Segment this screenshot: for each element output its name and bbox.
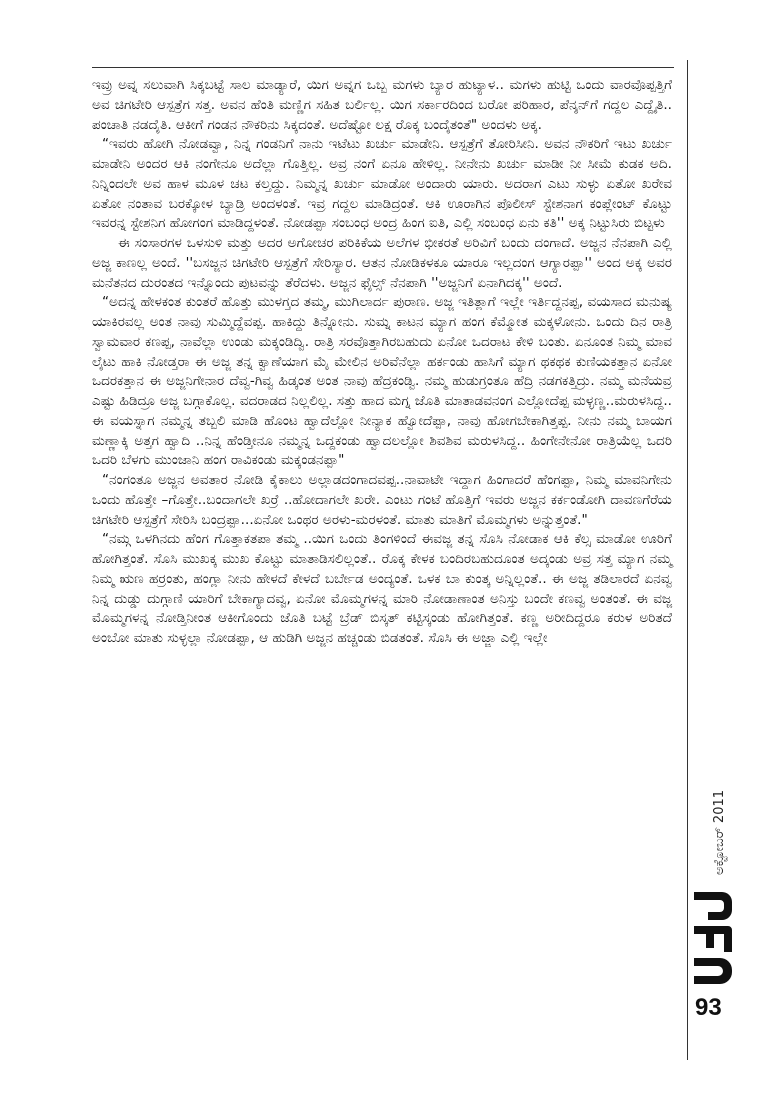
mayura-logo xyxy=(690,888,736,988)
paragraph: “ನಂಗಂತೂ ಅಜ್ಜನ ಅವತಾರ ನೋಡಿ ಕೈಕಾಲು ಅಲ್ಲಾಡದಂಗಾದವಪ್ಪ..ನಾವಾಟೇ ಇದ್ದಾಗ ಹಿಂಗಾದರೆ ಹೆಂಗಪ್ಪಾ, ನಿಮ್ಮ ಮಾವನಿಗೇನು ಒಂದು ಹೊತ್ತೇ –ಗೊತ್ತೇ..ಬಂದಾಗಲೇ ಖರ್ರೆ ..ಹೋದಾಗಲೇ ಖರೇ. ಎಂಟು ಗಂಟೆ ಹೊತ್ತಿಗೆ ಇವರು ಅಜ್ಜನ ಕರ್ಕಂಡೋಗಿ ದಾವಣಗೆರೆಯ ಚಿಗಟೇರಿ ಆಸ್ಪತ್ರೆಗೆ ಸೇರಿಸಿ ಬಂದ್ರಪ್ಪಾ...ಏನೋ ಒಂಥರ ಅರಳು-ಮರಳಂತೆ. ಮಾತು ಮಾತಿಗೆ ಮೊಮ್ಮಗಳು ಅನ್ನುತ್ತಂತೆ." xyxy=(92,472,672,528)
magazine-logo xyxy=(690,888,736,988)
paragraph: “ನಮ್ಗ ಒಳಗಿನದು ಹೆಂಗ ಗೊತ್ತಾಕತಪಾ ತಮ್ಮ ..ಯಿಗ ಒಂದು ತಿಂಗಳಿಂದೆ ಈವಜ್ಜ ತನ್ನ ಸೊಸಿ ನೋಡಾಕ ಆಕಿ ಕೆಲ್ಸ ಮಾಡೋ ಊರಿಗೆ ಹೋಗಿತ್ತಂತೆ. ಸೊಸಿ ಮುಖಕ್ಕ ಮುಖ ಕೊಟ್ಟು ಮಾತಾಡಿಸಲಿಲ್ಲಂತೆ.. ರೊಕ್ಕ ಕೇಳಕ ಬಂದಿರಬಹುದೂಂತ ಅದ್ಕಂಡು ಅವ್ರ ಸತ್ತ ಮ್ಯಾಗ ನಮ್ಮ ನಿಮ್ಮ ಋಣ ಹರ್ರಂತು, ಹಂಗ್ಲಾ ನೀನು ಹೇಳದೆ ಕೇಳದೆ ಬರ್ಬೇಡ ಅಂದ್ಯಂತೆ. ಒಳಕ ಬಾ ಕುಂತ್ಕ ಅನ್ನಿಲ್ಲಂತೆ.. ಈ ಅಜ್ಜ ತಡಿಲಾರದೆ ಏನವ್ವ ನಿನ್ನ ದುಡ್ಡು ದುಗ್ಗಾಣಿ ಯಾರಿಗೆ ಬೇಕಾಗ್ಯಾದವ್ವ, ಏನೋ ಮೊಮ್ಮಗಳನ್ನ ಮಾರಿ ನೋಡಾಣಾಂತ ಅನಿಸ್ತು ಬಂದೇ ಕಣವ್ವ ಅಂತಂತೆ. ಈ ವಜ್ಜ ಮೊಮ್ಮಗಳನ್ನ ನೋಡ್ತಿನೀಂತ ಆಕೀಗೊಂದು ಜೊತಿ ಬಟ್ಟೆ ಬ್ರೆಡ್ ಬಿಸ್ಕತ್ ಕಟ್ಟಿಸ್ಕಂಡು ಹೋಗಿತ್ತಂತೆ. ಕಣ್ಣ ಅರೀದಿದ್ದರೂ ಕರುಳ ಅರಿತದೆ ಅಂಬೋ ಮಾತು ಸುಳ್ಳಲ್ಲಾ ನೋಡಪ್ಪಾ, ಆ ಹುಡಿಗಿ ಅಜ್ಜನ ಹಚ್ಚಂಡು ಬಿಡತಂತೆ. ಸೊಸಿ ಈ ಅಜ್ಜಾ ಎಲ್ಲಿ ಇಲ್ಲೇ xyxy=(92,531,672,646)
paragraph: “ಇವರು ಹೋಗಿ ನೋಡವ್ವಾ, ನಿನ್ನ ಗಂಡನಿಗೆ ನಾನು ಇಟೆಟು ಖರ್ಚು ಮಾಡೇನಿ. ಆಸ್ಪತ್ರೆಗೆ ತೋರಿಸೀನಿ. ಅವನ ನೌಕರಿಗೆ ಇಟು ಖರ್ಚು ಮಾಡೇನಿ ಅಂದರ ಆಕಿ ನಂಗೇನೂ ಅದೆಲ್ಲಾ ಗೊತ್ತಿಲ್ಲ. ಅವ್ರ ನಂಗೆ ಏನೂ ಹೇಳಿಲ್ಲ. ನೀನೇನು ಖರ್ಚು ಮಾಡೀ ನೀ ಸೀಮೆ ಕುಡಕ ಅದಿ. ನಿನ್ನಿಂದಲೇ ಅವ ಹಾಳ ಮೂಳ ಚಟ ಕಲ್ತದ್ದು. ನಿಮ್ಮನ್ನ ಖರ್ಚು ಮಾಡೋ ಅಂದಾರು ಯಾರು. ಅದರಾಗ ಎಟು ಸುಳ್ಳು ಏತೋ ಖರೇವ ಏತೋ ನಂತಾವ ಬರಕ್ಕೋಳ ಬ್ಯಾಡ್ರಿ ಅಂದಳಂತೆ. ಇವ್ರ ಗದ್ದಲ ಮಾಡಿದ್ರಂತೆ. ಆಕಿ ಊರಾಗಿನ ಪೊಲೀಸ್ ಸ್ಟೇಶನಾಗ ಕಂಪ್ಲೇಂಟ್ ಕೊಟ್ಟು ಇವರನ್ನ ಸ್ಟೇಶನಿಗ ಹೋಗಂಗ ಮಾಡಿದ್ದಳಂತೆ. ನೋಡಪ್ಪಾ ಸಂಬಂಧ ಅಂದ್ರ ಹಿಂಗ ಐತಿ, ಎಲ್ಲಿ ಸಂಬಂಧ ಏನು ಕತಿ'' ಅಕ್ಕ ನಿಟ್ಟುಸಿರು ಬಿಟ್ಟಳು xyxy=(92,136,672,232)
article-body xyxy=(92,76,672,649)
paragraph: ಈ ಸಂಸಾರಗಳ ಒಳಸುಳಿ ಮತ್ತು ಅದರ ಅಗೋಚರ ಪರಿಕಿಕೆಯ ಅಲೆಗಳ ಭೀಕರತೆ ಅರಿವಿಗೆ ಬಂದು ದಂಗಾದೆ. ಅಜ್ಜನ ನೆನಪಾಗಿ ಎಲ್ಲಿ ಅಜ್ಜ ಕಾಣಲ್ಲ ಅಂದೆ. ''ಬಸಜ್ಜನ ಚಿಗಟೇರಿ ಆಸ್ಪತ್ರೆಗೆ ಸೇರಿಸ್ಯಾರ. ಆತನ ನೋಡಿಕಳಕೂ ಯಾರೂ ಇಲ್ಲದಂಗ ಆಗ್ಯಾರಪ್ಪಾ'' ಅಂದ ಅಕ್ಕ ಅವರ ಮನೆತನದ ದುರಂತದ ಇನ್ನೊಂದು ಪುಟವನ್ನು ತೆರೆದಳು. ಅಜ್ಜನ ಫೈಲ್ಸ್ ನೆನಪಾಗಿ ''ಅಜ್ಜನಿಗೆ ಏನಾಗಿದಕ್ಕ'' ಅಂದೆ. xyxy=(92,235,672,291)
top-rule xyxy=(92,67,674,68)
paragraph: ಇವ್ರು ಅವ್ನ ಸಲುವಾಗಿ ಸಿಕ್ಕಬಟ್ಟೆ ಸಾಲ ಮಾಡ್ಯಾರೆ, ಯಿಗ ಅವ್ನಗ ಒಬ್ಬ ಮಗಳು ಬ್ಯಾರ ಹುಟ್ಯಾಳ.. ಮಗಳು ಹುಟ್ಟಿ ಒಂದು ವಾರವೊಪ್ಪತ್ತಿಗೆ ಅವ ಚಿಗಟೇರಿ ಆಸ್ಪತ್ರೆಗ ಸತ್ತ. ಅವನ ಹೆಂತಿ ಮಣ್ಣಿಗ ಸಹಿತ ಬರ್ಲಿಲ್ಲ. ಯಿಗ ಸರ್ಕಾರದಿಂದ ಬರೋ ಪರಿಹಾರ, ಪೆನ್ಶನ್‌ಗೆ ಗದ್ದಲ ಎದ್ದೈತಿ.. ಪಂಚಾತಿ ನಡದೈತಿ. ಆಕೀಗೆ ಗಂಡನ ನೌಕರಿನು ಸಿಕ್ಕದಂತೆ. ಅದೆಷ್ಟೋ ಲಕ್ಷ ರೊಕ್ಕ ಬಂದೈತಂತೆ" ಅಂದಳು ಅಕ್ಕ. xyxy=(92,77,672,133)
side-rule xyxy=(687,60,688,1060)
page-number: 93 xyxy=(695,994,722,1021)
paragraph: “ಅದನ್ನ ಹೇಳಕಂತ ಕುಂತರೆ ಹೊತ್ತು ಮುಳಗ್ತದ ತಮ್ಮ, ಮುಗಿಲಾರ್ದ ಪುರಾಣ. ಅಜ್ಜ ಇತಿತ್ಲಾಗೆ ಇಲ್ಲೇ ಇರ್ತಿದ್ದನಪ್ಪ, ವಯಸಾದ ಮನುಷ್ಯ ಯಾಕಿರವಲ್ಲ ಅಂತ ನಾವು ಸುಮ್ಮಿದ್ದೆವಪ್ಪ. ಹಾಕಿದ್ದು ತಿನ್ನೋನು. ಸುಮ್ನ ಕಾಟನ ಮ್ಯಾಗ ಹಂಗ ಕೆಮ್ಮೋತ ಮಕ್ಕಳೋನು. ಒಂದು ದಿನ ರಾತ್ರಿ ಸ್ವಾಮವಾರ ಕಣಪ್ಪ, ನಾವೆಲ್ಲಾ ಉಂಡು ಮಕ್ಕಂಡಿದ್ವಿ. ರಾತ್ರಿ ಸರವೊತ್ತಾಗಿರಬಹುದು ಏನೋ ಒದರಾಟ ಕೇಳಿ ಬಂತು. ಏನೂಂತ ನಿಮ್ಮ ಮಾವ ಲೈಟು ಹಾಕಿ ನೋಡ್ತರಾ ಈ ಅಜ್ಜ ತನ್ನ ಕ್ವಾಣೆಯಾಗ ಮೈ ಮೇಲಿನ ಅರಿವೆನೆಲ್ಲಾ ಹರ್ಕಂಡು ಹಾಸಿಗೆ ಮ್ಯಾಗ ಥಕಥಕ ಕುಣಿಯಕತ್ತಾನ ಏನೋ ಒದರಕತ್ತಾನ ಈ ಅಜ್ಜನಿಗೇನಾರ ದೆವ್ವ-ಗಿವ್ವ ಹಿಡ್ಕಂತ ಅಂತ ನಾವು ಹೆದ್ರಕಂಡ್ವಿ. ನಮ್ಮ ಹುಡುಗ್ರಂತೂ ಹೆದ್ರಿ ನಡಗಕತ್ತಿದ್ರು. ನಮ್ಮ ಮನೆಯವ್ರ ಎಷ್ಟು ಹಿಡಿದ್ರೂ ಅಜ್ಜ ಬಗ್ಗಾಕೊಲ್ಲ. ವದರಾಡದ ನಿಲ್ಲಲಿಲ್ಲ. ಸತ್ತು ಹಾದ ಮಗ್ನ ಜೊತಿ ಮಾತಾಡವನಂಗ ಎಲ್ಲೋದೆಪ್ಪ ಮಳ್ಳಣ್ಣ..ಮರುಳಸಿದ್ದ.. ಈ ವಯಸ್ನಾಗ ನಮ್ಮನ್ನ ತಬ್ಬಲಿ ಮಾಡಿ ಹೊಂಟ ಹ್ವಾದೆಲ್ಲೋ ನೀನ್ಯಾಕ ಹ್ವೋದೆಪ್ಪಾ, ನಾವು ಹೋಗಬೇಕಾಗಿತ್ತಪ್ಪ. ನೀನು ನಮ್ಮ ಬಾಯಗ ಮಣ್ಣಾಕ್ಕಿ ಅತ್ತಗ ಹ್ವಾದಿ ..ನಿನ್ನ ಹೆಂಡ್ತೀನೂ ನಮ್ಮನ್ನ ಒದ್ದಕಂಡು ಹ್ವಾದಲಲ್ಲೋ ಶಿವಶಿವ ಮರುಳಸಿದ್ದ.. ಹಿಂಗೇನೇನೋ ರಾತ್ರಿಯೆಲ್ಲ ಒದರಿ ಒದರಿ ಬೆಳಗು ಮುಂಜಾನಿ ಹಂಗ ರಾವಿಕಂಡು ಮಕ್ಕಂಡನಪ್ಪಾ" xyxy=(92,294,672,469)
